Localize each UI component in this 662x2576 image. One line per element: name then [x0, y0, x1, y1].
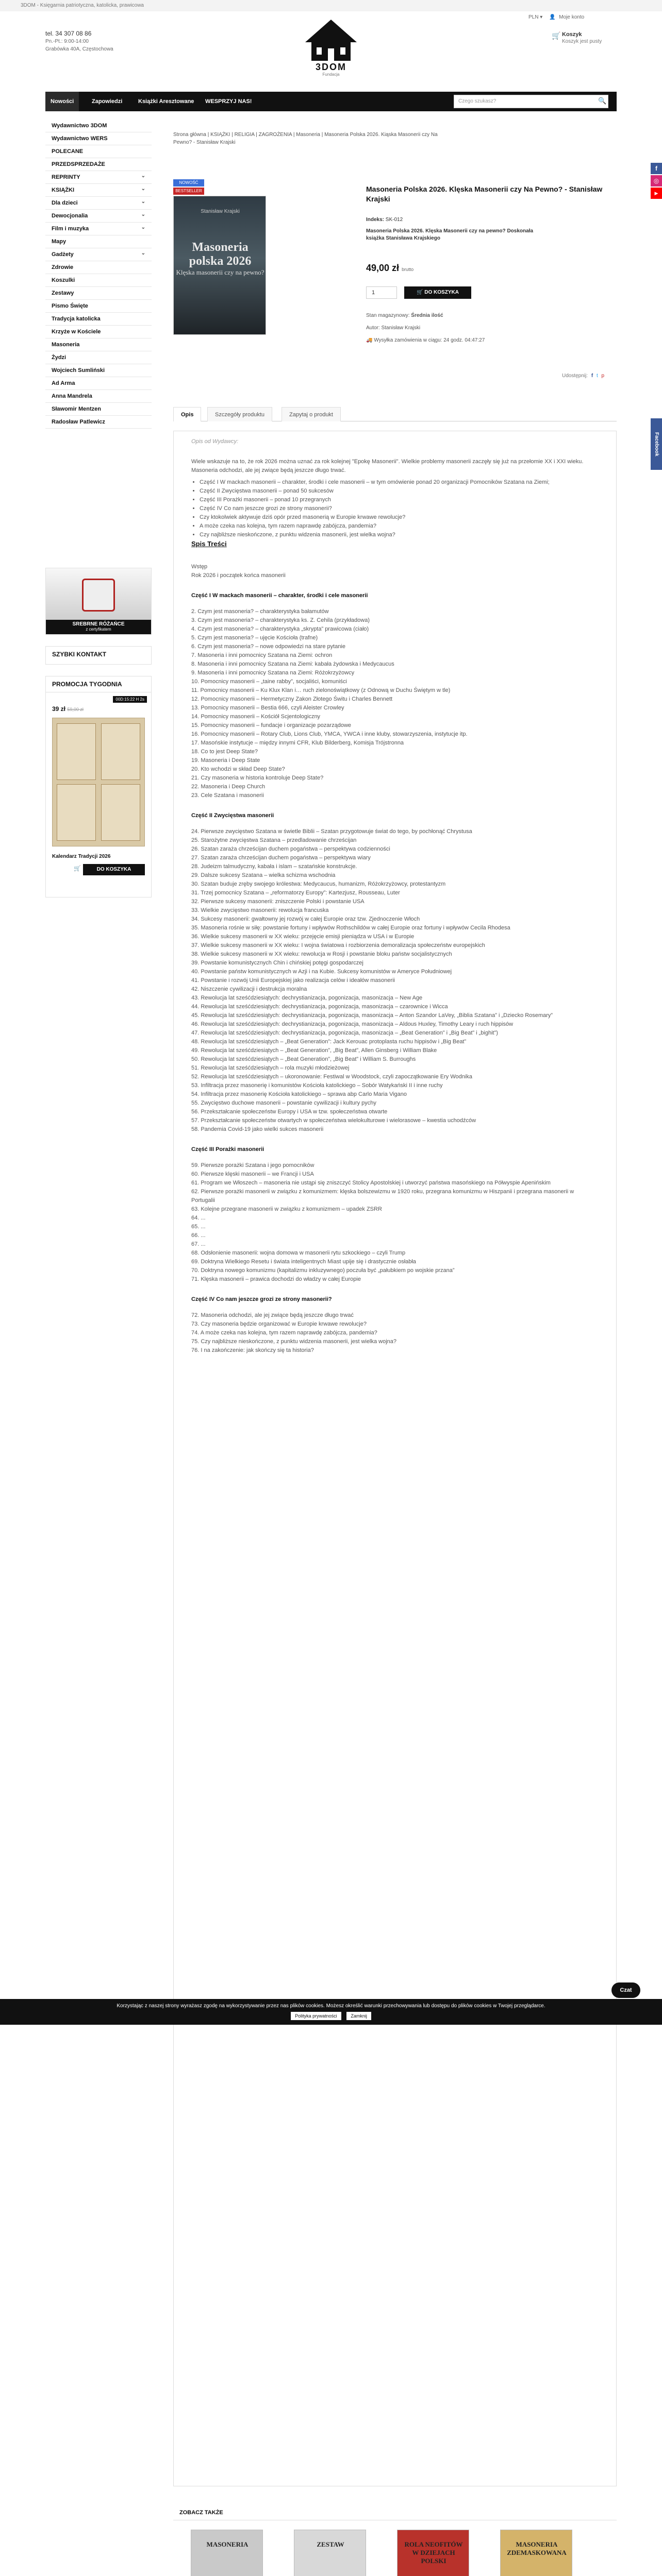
- sidebar-item[interactable]: [45, 313, 152, 326]
- part3-list: [191, 1161, 599, 1284]
- toc-line: 17. Masońskie instytucje – między innymi CFR, Klub Bilderberg, Komisja Trójstronna: [191, 740, 404, 746]
- side-facebook-icon[interactable]: f: [651, 163, 662, 174]
- tab-description[interactable]: Opis: [173, 407, 201, 421]
- toc-line: 23. Cele Szatana i masonerii: [191, 792, 264, 799]
- logo-text: 3DOM: [315, 62, 346, 72]
- sidebar-item-label: Wydawnictwo 3DOM: [52, 123, 107, 129]
- cookie-close-button[interactable]: Zamknij: [346, 2012, 371, 2020]
- sidebar-item-label: Tradycja katolicka: [52, 316, 101, 322]
- toc-line: 74. A może czeka nas kolejna, tym razem naprawdę zabójcza, pandemia?: [191, 1330, 377, 1336]
- sidebar-item-label: Mapy: [52, 239, 67, 245]
- sidebar-item[interactable]: [45, 132, 152, 145]
- toc-line: 46. Rewolucja lat sześćdziesiątych: dechrystianizacja, pogonizacja, masonizacja – Aldous Huxley, Timothy Leary i ruch hippisów: [191, 1021, 514, 1027]
- cart-title: Koszyk: [562, 31, 582, 38]
- sidebar-item[interactable]: [45, 403, 152, 416]
- toc-line: 3. Czym jest masoneria? – charakterystyka ks. Z. Cehila (przykładowa): [191, 617, 370, 623]
- cart-widget[interactable]: [552, 31, 602, 45]
- sidebar-item-label: POLECANE: [52, 148, 84, 155]
- sidebar-item[interactable]: [45, 210, 152, 223]
- toc-line: 65. ...: [191, 1224, 206, 1230]
- toc-line: 55. Zwycięstwo duchowe masonerii – powstanie cywilizacji i kultury pychy: [191, 1100, 376, 1106]
- top-bar-text: 3DOM - Księgarnia patriotyczna, katolicka, prawicowa: [21, 3, 144, 8]
- toc-line: 33. Wielkie zwycięstwo masonerii: rewolucja francuska: [191, 907, 329, 913]
- toc-line: 30. Szatan buduje zręby swojego królestwa: Medycaucus, humanizm, Różokrzyżowcy, protestantyzm: [191, 881, 446, 887]
- cookie-text: Korzystając z naszej strony wyrażasz zgodę na wykorzystywanie przez nas plików cookies. Możesz określić warunki przechowywania lub dostępu do plików cookies w Twojej przeglądarce.: [117, 2003, 545, 2009]
- toc-line: 21. Czy masoneria w historia kontroluje Deep State?: [191, 775, 324, 781]
- chevron-down-icon[interactable]: ⌄: [141, 212, 145, 217]
- desc-bullet: • Czy ktokolwiek aktywuje dziś opór przed masonerią w Europie krwawe rewolucje?: [200, 513, 599, 522]
- toc-line: 67. ...: [191, 1241, 206, 1247]
- toc-line: 39. Powstanie komunistycznych Chin i chińskiej potęgi gospodarczej: [191, 960, 363, 966]
- toc-line: 16. Pomocnicy masonerii – Rotary Club, Lions Club, YMCA, YWCA i inne kluby, stowarzyszenia, instytucje itp.: [191, 731, 468, 737]
- toc-line: 7. Masoneria i inni pomocnicy Szatana na Ziemi: ochron: [191, 652, 333, 658]
- promo-banner-sub: z certyfikatem: [86, 627, 111, 632]
- weekly-promo-box: [45, 676, 152, 897]
- product-image[interactable]: [173, 196, 266, 335]
- sidebar-item-label: KSIĄŻKI: [52, 187, 74, 193]
- search-icon[interactable]: 🔍: [598, 97, 607, 105]
- side-youtube-icon[interactable]: ▶: [651, 188, 662, 199]
- add-to-cart-label: DO KOSZYKA: [424, 290, 459, 295]
- part2-list: [191, 827, 599, 1134]
- toc-line: 71. Klęska masonerii – prawica dochodzi do władzy w całej Europie: [191, 1276, 361, 1282]
- product-title: Masoneria Polska 2026. Klęska Masonerii czy Na Pewno? - Stanisław Krajski: [366, 185, 603, 203]
- header-contact: [45, 30, 113, 53]
- toc-line: 54. Infiltracja przez masonerię Kościoła katolickiego – sprawa abp Carlo Maria Vigano: [191, 1091, 407, 1097]
- promo-banner-box[interactable]: [45, 568, 152, 635]
- logo-sub: Fundacja: [322, 72, 340, 77]
- toc-line: 2. Czym jest masoneria? – charakterystyka bałamutów: [191, 608, 329, 615]
- weekly-promo-title: PROMOCJA TYGODNIA: [46, 676, 151, 692]
- cover-author: Stanisław Krajski: [201, 209, 240, 214]
- promo-add-to-cart-button[interactable]: DO KOSZYKA: [83, 864, 145, 875]
- sidebar-item[interactable]: [45, 184, 152, 197]
- promo-banner-title: SREBRNE RÓŻAŃCE: [72, 621, 125, 627]
- sidebar-item-label: Radosław Patlewicz: [52, 419, 105, 425]
- related-product-image[interactable]: [500, 2530, 572, 2576]
- related-product[interactable]: [294, 2530, 366, 2576]
- tab-ask[interactable]: Zapytaj o produkt: [282, 407, 341, 421]
- toc-line: 6. Czym jest masoneria? – nowe odpowiedzi na stare pytanie: [191, 643, 345, 650]
- description-panel: [173, 431, 617, 2486]
- cover-subtitle: Klęska masonerii czy na pewno?: [176, 268, 264, 276]
- sidebar-item-label: Żydzi: [52, 354, 67, 361]
- related-cover-text: MASONERIA: [206, 2540, 249, 2548]
- sidebar-item[interactable]: [45, 197, 152, 210]
- price-note: brutto: [402, 267, 414, 272]
- toc-line: 69. Doktryna Wielkiego Resetu i świata inteligentnych Miast upije się i drastycznie osłabła: [191, 1259, 416, 1265]
- facebook-icon[interactable]: f: [591, 373, 593, 379]
- index-value: SK-012: [385, 217, 403, 223]
- badge-new: NOWOŚĆ: [173, 179, 204, 187]
- rosary-image: [46, 568, 151, 620]
- quantity-stepper[interactable]: 1: [366, 286, 397, 299]
- sidebar-item[interactable]: [45, 248, 152, 261]
- site-logo[interactable]: [296, 15, 366, 77]
- share-label: Udostępnij:: [562, 373, 588, 379]
- toc-line: 27. Szatan zaraża chrześcijan duchem pogaństwa – perspektywa wiary: [191, 855, 371, 861]
- sidebar-item-label: Koszulki: [52, 277, 75, 283]
- related-cover-text: MASONERIA ZDEMASKOWANA: [507, 2540, 567, 2556]
- desc-intro: Wiele wskazuje na to, że rok 2026 można uznać za rok kolejnej "Epokę Masonerii". Wielkie problemy masonerii zaczęły się już na przełomie XX i XXI wieku. Masoneria odchodzi, ale jej zwiące będą jeszcze długo trwać.: [191, 459, 584, 473]
- cart-icon: 🛒: [552, 31, 561, 40]
- breadcrumb[interactable]: Strona główna | KSIĄŻKI | RELIGIA | ZAGROŻENIA | Masoneria | Masoneria Polska 2026. Kiąska Masonerii czy Na Pewno? - Stanisław Krajski: [173, 132, 438, 145]
- sidebar-item[interactable]: [45, 158, 152, 171]
- toc-line: 41. Powstanie i rozwój Unii Europejskiej jako realizacja celów i ideałów masonerii: [191, 977, 395, 984]
- cover-title: Masoneria polska 2026: [189, 241, 252, 268]
- toc-line: 44. Rewolucja lat sześćdziesiątych: dechrystianizacja, pogonizacja, masonizacja – czarownice i Wicca: [191, 1004, 448, 1010]
- sidebar-item[interactable]: [45, 274, 152, 287]
- toc-line: 57. Przekształcanie społeczeństw otwartych w społeczeństwa wielokulturowe i wielorasowe – kwestia uchodźców: [191, 1117, 476, 1124]
- sidebar-item[interactable]: [45, 120, 152, 132]
- nav-item-arrested[interactable]: Książki Aresztowane: [138, 98, 194, 105]
- wstep-2: Rok 2026 i początek końca masonerii: [191, 572, 286, 579]
- sidebar-item[interactable]: [45, 364, 152, 377]
- toc-line: 9. Masoneria i inni pomocnicy Szatana na Ziemi: Różokrzyżowcy: [191, 670, 355, 676]
- product-info: [366, 216, 617, 242]
- toc-line: 5. Czym jest masoneria? – ujęcie Kościoła (trafne): [191, 635, 318, 641]
- toc-line: 45. Rewolucja lat sześćdziesiątych: dechrystianizacja, pogonizacja, masonizacja – Anton Szandor LaVey, „Biblia Szatana” i „Dziecko Rosemary”: [191, 1012, 553, 1019]
- sidebar-item[interactable]: [45, 223, 152, 235]
- toc-line: 13. Pomocnicy masonerii – Bestia 666, czyli Aleister Crowley: [191, 705, 344, 711]
- desc-bullet: • Część III Porażki masonerii – ponad 10 przegranych: [200, 496, 599, 504]
- chevron-down-icon: ▾: [540, 14, 543, 20]
- toc-line: 32. Pierwsze sukcesy masonerii: zniszczenie Polski i powstanie USA: [191, 899, 365, 905]
- related-product-image[interactable]: [294, 2530, 366, 2576]
- sidebar-item[interactable]: [45, 326, 152, 338]
- toc-line: 59. Pierwsze porażki Szatana i jego pomocników: [191, 1162, 315, 1168]
- toc-line: 42. Niszczenie cywilizacji i destrukcja moralna: [191, 986, 307, 992]
- sidebar-item[interactable]: [45, 377, 152, 390]
- desc-lead: Opis od Wydawcy:: [191, 438, 239, 445]
- sidebar-item-label: Krzyże w Kościele: [52, 329, 101, 335]
- toc-line: 50. Rewolucja lat sześćdziesiątych – „Beat Generation”, „Big Beat” i William S. Burroughs: [191, 1056, 416, 1062]
- toc-line: 4. Czym jest masoneria? – charakterystyka „skrypta” prawicowa (ciało): [191, 626, 369, 632]
- toc-line: 49. Rewolucja lat sześćdziesiątych – „Beat Generation”, „Big Beat”, Allen Ginsberg i William Blake: [191, 1047, 437, 1054]
- sidebar-item[interactable]: [45, 338, 152, 351]
- toc-line: 34. Sukcesy masonerii: gwałtowny jej rozwój w całej Europie oraz tzw. Zjednoczenie Włoch: [191, 916, 420, 922]
- toc-line: 70. Doktryna nowego komunizmu (kapitalizmu inkluzywnego) poczuła być „pałubkiem po wojskie przana”: [191, 1267, 455, 1274]
- toc-line: 76. I na zakończenie: jak skończy się ta historia?: [191, 1347, 314, 1353]
- sidebar-item-label: Gadżety: [52, 251, 74, 258]
- part4-heading: Część IV Co nam jeszcze grozi ze strony masonerii?: [191, 1296, 332, 1302]
- price-value: 49,00 zł: [366, 263, 400, 273]
- header-utilities: [528, 14, 584, 20]
- facebook-side-tab[interactable]: Facebook: [651, 418, 662, 470]
- currency-select[interactable]: PLN: [528, 14, 539, 20]
- side-instagram-icon[interactable]: ◎: [651, 175, 662, 187]
- toc-line: 43. Rewolucja lat sześćdziesiątych: dechrystianizacja, pogonizacja, masonizacja – New Age: [191, 995, 423, 1001]
- promo-cart-icon: 🛒: [74, 866, 81, 872]
- toc-line: 37. Wielkie sukcesy masonerii w XX wieku: I wojna światowa i rozbiorzenia demoralizacja społeczeństw europejskich: [191, 942, 485, 948]
- sidebar-item-label: PRZEDSPRZEDAŻE: [52, 161, 105, 167]
- short-desc-2: książka Stanisława Krajskiego: [366, 235, 440, 241]
- chat-label: Czat: [620, 1987, 632, 1993]
- desc-bullet: • Czy najbliższe nieskończone, z punktu widzenia masonerii, jest wielka wojna?: [200, 531, 599, 539]
- toc-line: 48. Rewolucja lat sześćdziesiątych – „Beat Generation”: Jack Kerouac protoplasta ruchu hippisów i „Big Beat”: [191, 1039, 467, 1045]
- part1-heading: Część I W mackach masonerii – charakter, środki i cele masonerii: [191, 592, 368, 599]
- toc-line: 40. Powstanie państw komunistycznych w Azji i na Kubie. Sukcesy komunistów w Ameryce Południowej: [191, 969, 452, 975]
- part2-heading: Część II Zwycięstwa masonerii: [191, 812, 274, 819]
- related-cover-text: ZESTAW: [317, 2540, 344, 2548]
- sidebar-item[interactable]: [45, 287, 152, 300]
- toc-line: 24. Pierwsze zwycięstwo Szatana w świetle Biblii – Szatan przygotowuje świat do tego, by pochłonąć Chrystusa: [191, 828, 472, 835]
- toc-line: 63. Kolejne przegrane masonerii w związku z komunizmem – upadek ZSRR: [191, 1206, 382, 1212]
- related-product[interactable]: [191, 2530, 263, 2576]
- pinterest-icon[interactable]: p: [601, 373, 605, 379]
- promo-timer: 00D:15:22 H 2s: [113, 696, 147, 703]
- privacy-policy-button[interactable]: Polityka prywatności: [291, 2012, 341, 2020]
- nav-item-support[interactable]: WESPRZYJ NAS!: [205, 98, 252, 105]
- availability-label: Stan magazynowy:: [366, 313, 410, 318]
- truck-icon: 🚚: [366, 337, 374, 343]
- toc-line: 68. Odsłonienie masonerii: wojna domowa w masonerii rytu szkockiego – czyli Trump: [191, 1250, 406, 1256]
- sidebar-item-label: Zdrowie: [52, 264, 74, 270]
- part1-list: [191, 607, 599, 800]
- toc-link[interactable]: Spis Treści: [191, 540, 227, 548]
- toc-line: 72. Masoneria odchodzi, ale jej zwiące będą jeszcze długo trwać: [191, 1312, 354, 1318]
- author-label: Autor:: [366, 325, 380, 331]
- toc-line: 64. ...: [191, 1215, 206, 1221]
- sidebar-item-label: Dewocjonalia: [52, 213, 88, 219]
- sidebar-item[interactable]: [45, 351, 152, 364]
- toc-line: 25. Starożytne zwycięstwa Szatana – przedladowanie chrześcijan: [191, 837, 357, 843]
- account-link[interactable]: Moje konto: [559, 14, 585, 20]
- toc-line: 75. Czy najbliższe nieskończone, z punktu widzenia masonerii, jest wielka wojna?: [191, 1338, 397, 1345]
- sidebar-item[interactable]: [45, 416, 152, 429]
- cart-status: Koszyk jest pusty: [562, 39, 602, 44]
- related-cover-text: ROLA NEOFITÓW W DZIEJACH POLSKI: [404, 2540, 463, 2565]
- promo-old-price: 59,00 zł: [67, 707, 84, 712]
- product-meta: [366, 312, 485, 344]
- toc-line: 66. ...: [191, 1232, 206, 1239]
- add-to-cart-button[interactable]: [404, 286, 471, 299]
- toc-line: 12. Pomocnicy masonerii – Hermetyczny Zakon Złotego Świtu i Charles Bennett: [191, 696, 393, 702]
- desc-bullet: • A może czeka nas kolejna, tym razem naprawdę zabójcza, pandemia?: [200, 522, 599, 531]
- search-input[interactable]: Czego szukasz?: [454, 95, 608, 108]
- sidebar-item-label: Anna Mandrela: [52, 393, 92, 399]
- toc-line: 14. Pomocnicy masonerii – Kościół Scjentologiczny: [191, 714, 321, 720]
- toc-line: 36. Wielkie sukcesy masonerii w XX wieku: przejęcie emisji pieniądza w USA i w Europie: [191, 934, 415, 940]
- nav-item-new[interactable]: Nowości: [45, 92, 79, 111]
- toc-line: 10. Pomocnicy masonerii – „taine rabby”, socjaliści, komuniści: [191, 679, 347, 685]
- availability-value: Średnia ilość: [411, 313, 443, 318]
- hours-text: Pn.-Pt.: 9:00-14:00: [45, 39, 89, 44]
- chat-button[interactable]: [611, 1982, 640, 1998]
- toc-line: 56. Przekształcanie społeczeństw Europy i USA w tzw. społeczeństwa otwarte: [191, 1109, 388, 1115]
- toc-line: 47. Rewolucja lat sześćdziesiątych: dechrystianizacja, pogonizacja, masonizacja – „Beat Generation” i „Big Beat” i „bighit”): [191, 1030, 498, 1036]
- desc-bullet: • Część II Zwycięstwa masonerii – ponad 50 sukcesów: [200, 487, 599, 496]
- part3-heading: Część III Porażki masonerii: [191, 1146, 264, 1153]
- toc-line: 20. Kto wchodzi w skład Deep State?: [191, 766, 285, 772]
- phone-text[interactable]: tel. 34 307 08 86: [45, 30, 92, 37]
- sidebar-item-label: Pismo Święte: [52, 303, 88, 309]
- toc-line: 62. Pierwsze porażki masonerii w związku z komunizmem: klęska bolszewizmu w 1920 roku, przegrana komunizmu w Hiszpanii i przegrana masonerii w Portugalii: [191, 1189, 574, 1204]
- toc-line: 35. Masoneria rośnie w siłę: powstanie fortuny i wpływów Rothschildów w całej Europie oraz fortuny i wpływów Cecila Rhodesa: [191, 925, 510, 931]
- sidebar-item-label: Film i muzyka: [52, 226, 89, 232]
- toc-line: 52. Rewolucja lat sześćdziesiątych – ukoronowanie: Festiwal w Woodstock, czyli zapoczątkowanie Ery Wodnika: [191, 1074, 472, 1080]
- related-heading: ZOBACZ TAKŻE: [173, 2505, 617, 2520]
- shipping-info: Wysyłka zamówienia w ciągu: 24 godz. 04:47:27: [374, 337, 485, 343]
- promo-price: 39 zł: [52, 705, 66, 713]
- desc-bullets: [200, 478, 599, 539]
- desc-bullet: • Część I W mackach masonerii – charakter, środki i cele masonerii – w tym omówienie ponad 20 organizacji Pomocników Szatana na Ziemi;: [200, 478, 599, 487]
- toc-line: 60. Pierwsze klęski masonerii – we Francji i USA: [191, 1171, 314, 1177]
- sidebar-item-label: Masoneria: [52, 342, 80, 348]
- quick-contact-title: SZYBKI KONTAKT: [52, 651, 107, 658]
- chevron-down-icon[interactable]: ⌄: [141, 199, 145, 205]
- sidebar-item[interactable]: [45, 300, 152, 313]
- sidebar-item[interactable]: [45, 145, 152, 158]
- sidebar-item-label: Wojciech Sumliński: [52, 367, 105, 374]
- product-tabs: [173, 407, 617, 421]
- short-desc-1: Masoneria Polska 2026. Klęska Masonerii czy na pewno? Doskonała: [366, 228, 534, 234]
- toc-line: 51. Rewolucja lat sześćdziesiątych – rola muzyki młodzieżowej: [191, 1065, 350, 1071]
- sidebar-item-label: Zestawy: [52, 290, 74, 296]
- sidebar-item[interactable]: [45, 171, 152, 184]
- toc-line: 38. Wielkie sukcesy masonerii w XX wieku: rewolucja w Rosji i powstanie bloku państw socjalistycznych: [191, 951, 452, 957]
- toc-line: 8. Masoneria i inni pomocnicy Szatana na Ziemi: kabała żydowska i Medycaucus: [191, 661, 394, 667]
- toc-line: 58. Pandemia Covid-19 jako wielki sukces masonerii: [191, 1126, 324, 1132]
- sidebar-item-label: Dla dzieci: [52, 200, 78, 206]
- tab-details[interactable]: Szczegóły produktu: [207, 407, 272, 421]
- address-text: Grabówka 40A, Częstochowa: [45, 46, 113, 52]
- chevron-down-icon[interactable]: ⌄: [141, 225, 145, 230]
- toc-line: 29. Dalsze sukcesy Szatana – wielka schizma wschodnia: [191, 872, 336, 878]
- cookie-bar: [0, 1999, 662, 2025]
- related-product[interactable]: [500, 2530, 572, 2576]
- toc-line: 53. Infiltracja przez masonerię i komunistów Kościoła katolickiego – Sobór Watykański II i inne ruchy: [191, 1082, 443, 1089]
- calendar-cover-image[interactable]: [52, 718, 145, 846]
- promo-product-name[interactable]: Kalendarz Tradycji 2026: [52, 854, 111, 859]
- sidebar-item-label: Sławomir Mentzen: [52, 406, 101, 412]
- author-link[interactable]: Stanisław Krajski: [381, 325, 421, 331]
- twitter-icon[interactable]: t: [596, 373, 598, 379]
- toc-line: 31. Trzej pomocnicy Szatana – „reformatorzy Europy”: Kartezjusz, Rousseau, Luter: [191, 890, 400, 896]
- sidebar-item[interactable]: [45, 235, 152, 248]
- toc-line: 11. Pomocnicy masonerii – Ku Klux Klan i… ruch zielonoświątkowy (z Odnową w Duchu Świętym w tle): [191, 687, 451, 693]
- toc-line: 26. Szatan zaraża chrześcijan duchem pogaństwa – perspektywa codzienności: [191, 846, 390, 852]
- toc-line: 22. Masoneria i Deep Church: [191, 784, 266, 790]
- toc-line: 15. Pomocnicy masonerii – fundacje i organizacje pozarządowe: [191, 722, 352, 728]
- related-product-image[interactable]: [397, 2530, 469, 2576]
- part4-list: [191, 1311, 599, 1355]
- toc-line: 19. Masoneria i Deep State: [191, 757, 260, 764]
- share-bar: [562, 373, 604, 379]
- chevron-down-icon[interactable]: ⌄: [141, 186, 145, 192]
- chevron-down-icon[interactable]: ⌄: [141, 173, 145, 179]
- top-bar: [0, 0, 662, 11]
- sidebar-item[interactable]: [45, 390, 152, 403]
- badge-bestseller: BESTSELLER: [173, 188, 204, 195]
- index-label: Indeks:: [366, 217, 385, 223]
- user-icon: 👤: [549, 14, 556, 20]
- sidebar-item-label: Ad Arma: [52, 380, 75, 386]
- desc-bullet: • Część IV Co nam jeszcze grozi ze strony masonerii?: [200, 504, 599, 513]
- nav-item-upcoming[interactable]: Zapowiedzi: [92, 98, 123, 105]
- toc-line: 61. Program we Włoszech – masoneria nie ustąpi się zniszczyć Stolicy Apostolskiej i utworzyć państwa masońskiego na Półwyspie Apenińskim: [191, 1180, 551, 1186]
- product-price: [366, 263, 413, 274]
- sidebar-item-label: Wydawnictwo WERS: [52, 135, 108, 142]
- sidebar-item[interactable]: [45, 261, 152, 274]
- quick-contact-box[interactable]: [45, 646, 152, 665]
- related-product-image[interactable]: [191, 2530, 263, 2576]
- cart-icon: 🛒: [417, 290, 425, 295]
- toc-line: 73. Czy masoneria będzie organizować w Europie krwawe rewolucje?: [191, 1321, 367, 1327]
- related-product[interactable]: [397, 2530, 469, 2576]
- toc-line: 28. Judeizm talmudyczny, kabała i islam – szatańskie konstrukcje.: [191, 863, 357, 870]
- sidebar-item-label: REPRINTY: [52, 174, 80, 180]
- wstep: Wstęp: [191, 564, 208, 570]
- chevron-down-icon[interactable]: ⌄: [141, 250, 145, 256]
- toc-line: 18. Co to jest Deep State?: [191, 749, 258, 755]
